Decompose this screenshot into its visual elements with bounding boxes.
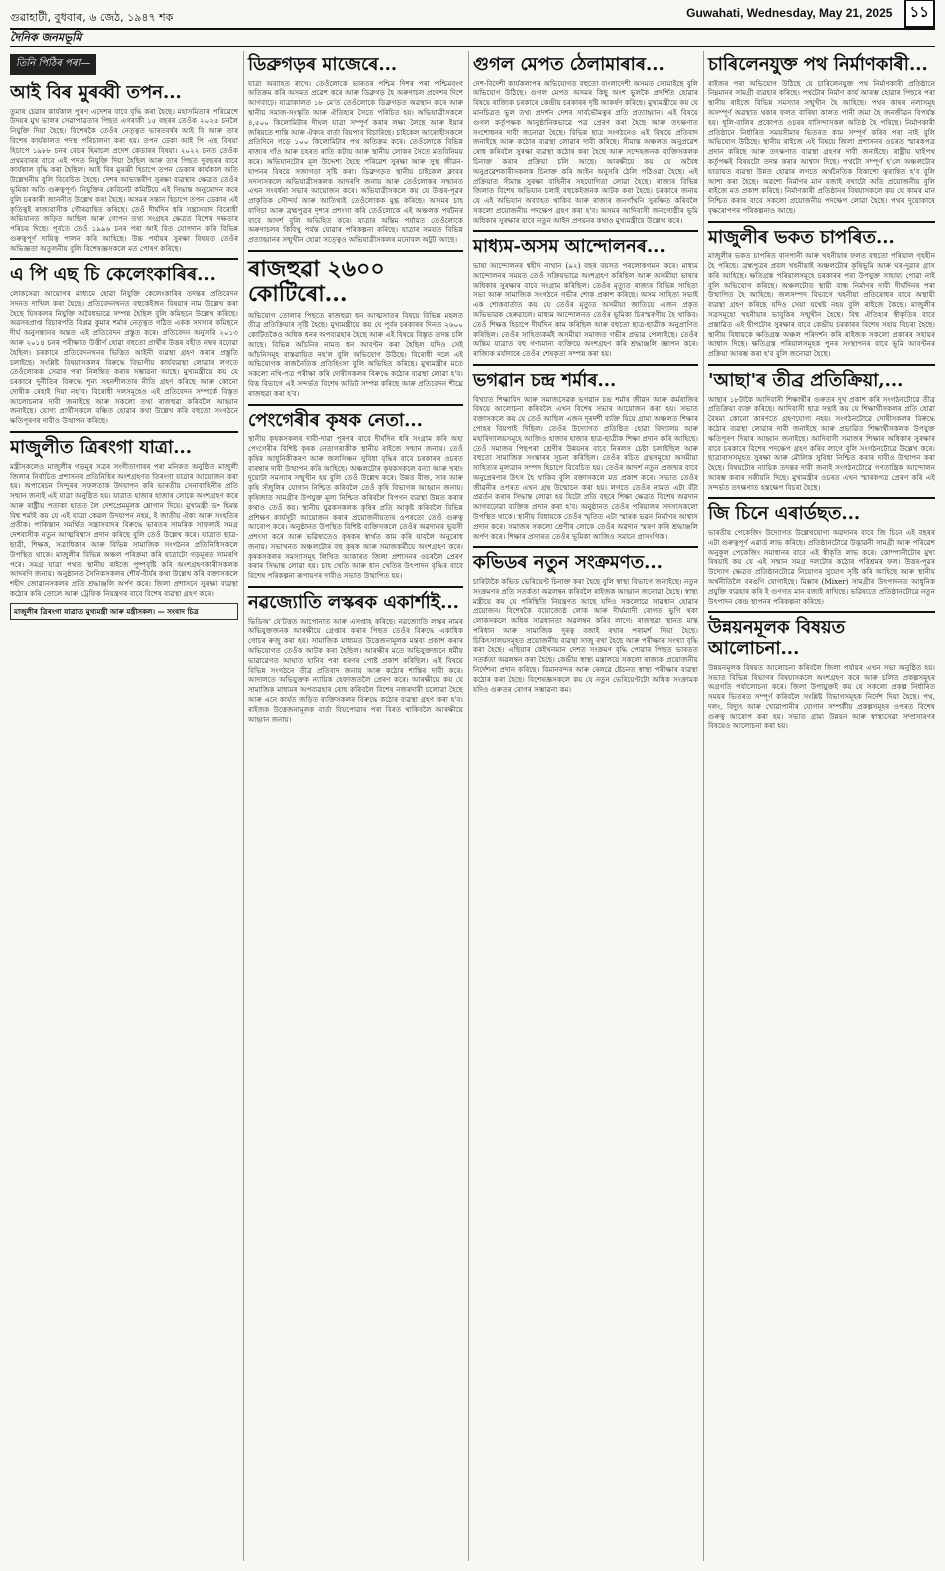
article-ji-chine [708, 504, 935, 606]
article-google-map [473, 55, 698, 225]
article-dibrugarh [248, 55, 463, 245]
date-assamese: গুৱাহাটী, বুধবাৰ, ৬ জেঠ, ১৯৪৭ শক [10, 11, 174, 24]
article-apsc [10, 265, 238, 426]
column-4 [703, 51, 935, 1561]
divider [248, 586, 463, 588]
article-charilen [708, 55, 935, 216]
divider [473, 364, 698, 366]
article-headline: আই বিৰ মুৰব্বী তপন... [10, 82, 182, 103]
article-body: স্থানীয় কৃষকসকলৰ দাবী-দাৱা পূৰণৰ বাবে দীৰ্ঘদিন ধৰি সংগ্ৰাম কৰি অহা পেংগেৰীৰ বিশিষ্ট কৃষক নেতাগৰাকীক স্থানীয় ৰাইজে সন্মান জনায়। তেওঁ কৃষিৰ আধুনিকীকৰণ আৰু জলসিঞ্চন সুবিধা বৃদ্ধিৰ বাবে চৰকাৰৰ ওচৰত বাৰম্বাৰ দাবী উত্থাপন কৰি আহিছে। অঞ্চলটোৰ কৃষকসকলে বন্যা আৰু খৰাং দুয়োটা সমস্যাৰ সন্মুখীন হয় বুলি তেওঁ উল্লেখ কৰে। উন্নত বীজ, সাৰ আৰু কৃষি সঁজুলিৰ যোগান নিশ্চিত কৰিবলৈ তেওঁ কৃষি বিভাগক আহ্বান জনায়। কৃষিজাত সামগ্ৰীৰ উপযুক্ত মূল্য নিশ্চিত কৰিবলৈ বিপণন ব্যৱস্থা উন্নত কৰাৰ কথাও তেওঁ কয়। স্থানীয় যুৱকসকলক কৃষিৰ প্ৰতি আকৃষ্ট কৰিবলৈ বিভিন্ন প্ৰশিক্ষণ কাৰ্যসূচী আয়োজন কৰাৰ প্ৰয়োজনীয়তাৰ ওপৰতো তেওঁ গুৰুত্ব আৰোপ কৰে। অনুষ্ঠানত উপস্থিত বিশিষ্ট ব্যক্তিসকলে তেওঁৰ অৱদানৰ ভূয়সী প্ৰশংসা কৰে আৰু ভৱিষ্যতেও কৃষকৰ স্বাৰ্থত কাম কৰি যাবলৈ অনুৰোধ জনায়। সভাখনত অঞ্চলটোৰ বহু কৃষক আৰু সমাজকৰ্মীয়ে অংশগ্ৰহণ কৰে। কৃষকসকলৰ সমস্যাসমূহ লিখিত আকাৰত জিলা প্ৰশাসনৰ ওচৰলৈ প্ৰেৰণ কৰাৰ সিদ্ধান্ত লোৱা হয়। চাহ খেতি আৰু ধান খেতিৰ উৎপাদন বৃদ্ধিৰ বাবে বিশেষ পৰিকল্পনা ৰূপায়ণৰ দাবীও সভাত উত্থাপিত হয়। [248, 434, 463, 581]
article-headline: ভগৱান চন্দ্ৰ শৰ্মাৰ... [473, 369, 617, 391]
article-body: বিখ্যাত শিক্ষাবিদ আৰু সমাজসেৱক ভগৱান চন্দ্ৰ শৰ্মাৰ জীৱন আৰু কৰ্মৰাজিৰ বিষয়ে আলোচনা কৰিবলৈ এখন বিশেষ সভাৰ আয়োজন কৰা হয়। সভাত বক্তাসকলে কয় যে তেওঁ আছিল এজন দূৰদৰ্শী ব্যক্তি যিয়ে গ্ৰাম্য অঞ্চলত শিক্ষাৰ পোহৰ বিয়পাই দিছিল। তেওঁৰ উদ্যোগত প্ৰতিষ্ঠিত হোৱা বিদ্যালয় আৰু মহাবিদ্যালয়সমূহে আজিও হাজাৰ হাজাৰ ছাত্ৰ-ছাত্ৰীক শিক্ষা প্ৰদান কৰি আহিছে। তেওঁ সমাজৰ পিছপৰা শ্ৰেণীৰ উন্নয়নৰ বাবে নিৰলস চেষ্টা চলাইছিল আৰু বহুতো সামাজিক সংস্কাৰৰ সূচনা কৰিছিল। তেওঁৰ ৰচিত গ্ৰন্থসমূহো অসমীয়া সাহিত্যৰ মূল্যৱান সম্পদ হিচাপে বিবেচিত হয়। তেওঁৰ আদৰ্শ নতুন প্ৰজন্মৰ বাবে অনুপ্ৰেৰণাৰ উৎস হৈ থাকিব বুলি বক্তাসকলে মত প্ৰকাশ কৰে। সভাত তেওঁৰ জীৱনীৰ ওপৰত এখন গ্ৰন্থ উন্মোচন কৰা হয়। লগতে তেওঁৰ নামত এটা বঁটা প্ৰৱৰ্তন কৰাৰ সিদ্ধান্ত লোৱা হয় যিটো প্ৰতি বছৰে শিক্ষা ক্ষেত্ৰত বিশেষ অৱদান আগবঢ়োৱা ব্যক্তিক প্ৰদান কৰা হ'ব। অনুষ্ঠানত তেওঁৰ পৰিয়ালৰ সদস্যসকলো উপস্থিত থাকে। স্থানীয় বিধায়কে তেওঁৰ স্মৃতিত এটা স্মাৰক ভৱন নিৰ্মাণৰ আশ্বাস প্ৰদান কৰে। সমাজৰ সকলো শ্ৰেণীৰ লোকে তেওঁৰ অৱদান স্মৰণ কৰি শ্ৰদ্ধাঞ্জলি অৰ্পণ কৰে। শিক্ষাৰ প্ৰসাৰত তেওঁৰ ভূমিকা আজিও সমানে প্ৰাসংগিক। [473, 394, 698, 541]
article-body: লোকসেৱা আয়োগৰ মাধ্যমে হোৱা নিযুক্তি কেলেংকাৰিৰ তদন্তৰ প্ৰতিবেদন সদনত দাখিল কৰা হৈছে। প্ৰতিবেদনখনত বহুকেইজন বিষয়াৰ নাম উল্লেখ কৰা হৈছে যিসকলৰ নিযুক্তি অবৈধভাৱে সম্পন্ন হৈছিল বুলি কমিছনে উল্লেখ কৰিছে। অৱসৰপ্ৰাপ্ত বিচাৰপতি বিপ্লৱ কুমাৰ শৰ্মাৰ নেতৃত্বত গঠিত একক সদস্যৰ কমিছনে দীৰ্ঘ অনুসন্ধানৰ অন্তত এই প্ৰতিবেদন প্ৰস্তুত কৰে। প্ৰতিবেদন অনুসৰি ২০১৩ আৰু ২০১৪ চনৰ পৰীক্ষাত উত্তীৰ্ণ হোৱা বহুতো প্ৰাৰ্থীৰ উত্তৰ বহীত নম্বৰ বঢ়োৱা হৈছিল। চৰকাৰে প্ৰতিবেদনখনৰ ভিত্তিত আইনী ব্যৱস্থা গ্ৰহণ কৰাৰ প্ৰস্তুতি চলাইছে। সংশ্লিষ্ট বিষয়াসকলৰ বিৰুদ্ধে বিভাগীয় কাৰ্যব্যৱস্থা লোৱাৰ লগতে তেওঁলোকক সেৱাৰ পৰা নিলম্বিত কৰাৰ সম্ভাৱনা আছে। মুখ্যমন্ত্ৰীয়ে কয় যে চৰকাৰে দুৰ্নীতিৰ বিৰুদ্ধে শূন্য সহনশীলতাৰ নীতি গ্ৰহণ কৰিছে আৰু কোনো দোষীক ৰেহাই দিয়া নহ'ব। বিৰোধী দলসমূহেও এই প্ৰতিবেদন সম্পৰ্কে বিস্তৃত আলোচনাৰ দাবী জনাইছে আৰু সকলো তথ্য ৰাজহুৱা কৰিবলৈ আহ্বান জনাইছে। যোগ্য প্ৰাৰ্থীসকলে বঞ্চিত হোৱাৰ কথা উল্লেখ কৰি বহুতো সংগঠনে ক্ষতিপূৰণৰ দাবীও উত্থাপন কৰিছে। [10, 289, 238, 426]
article-body: তুমাৰ চেৱাৰ কাৰ্যকাল পুৰণ এদেশৰ বাবে বৃদ্ধি কৰা হৈছে। মহাসমিতাৰ পৰিৱেশে উদয়ৰ মুখ ভালৰ সেৱাপাৱতাৰ পিছত এগৰাকী ১৫ বছৰৰ তেওঁক ২০২৫ চনলৈ নিযুক্তি দিয়া হৈছে। বিশেষকৈ তেওঁৰ নেতৃত্বত ভাৰতবৰ্ষৰ আই বি আৰু তাৰ বিশেষ কাৰ্যকালত পদস্থ পৰিচালনা কৰা হয়। তপন ডেকা আই পি এছ বিষয়া হিচাপে ১৯৮৮ চনৰ বেচৰ হিমাচল প্ৰদেশ কেডাৰৰ বিষয়া। ২০২২ চনত তেওঁক প্ৰথমবাৰৰ বাবে এই পদত নিযুক্তি দিয়া হৈছিল আৰু তাৰ পিছত দুবছৰৰ বাবে কাৰ্যকাল বৃদ্ধি কৰা হৈছিল। আই বিৰ মুৰব্বী হিচাপে তপন ডেকাৰ কাৰ্যকাল অতি উল্লেখনীয় বুলি বিবেচিত হৈছে। দেশৰ আভ্যন্তৰীণ সুৰক্ষা ব্যৱস্থাৰ ক্ষেত্ৰত তেওঁৰ ভূমিকা অতি গুৰুত্বপূৰ্ণ। নিযুক্তিৰ কেবিনেট কমিটিয়ে এই সিদ্ধান্ত অনুমোদন কৰে বুলি চৰকাৰী জাননীত উল্লেখ কৰা হৈছে। অসমৰ সন্তান হিচাপে তপন ডেকাৰ এই কৃতিত্বই ৰাজ্যবাসীক গৌৰৱান্বিত কৰিছে। তেওঁ দীৰ্ঘদিন ধৰি সন্ত্ৰাসবাদ বিৰোধী অভিযানত জড়িত আছিল আৰু গোপন তথ্য সংগ্ৰহৰ ক্ষেত্ৰত বিশেষ দক্ষতাৰ পৰিচয় দিছে। পূৰ্বতে তেওঁ ১৯৯৬ চনৰ পৰা আই বিত যোগদান কৰি বিভিন্ন গুৰুত্বপূৰ্ণ দায়িত্ব পালন কৰি আহিছে। উচ্চ পৰ্যায়ৰ সুৰক্ষা বিষয়ত তেওঁৰ অভিজ্ঞতা অতুলনীয় বুলি বিশেষজ্ঞসকলে মত পোষণ কৰিছে। [10, 106, 238, 253]
article-body: মাজুলীৰ ভকত চাপৰিত বানপানী আৰু খহনীয়াৰ ফলত বহুতো পৰিয়াল গৃহহীন হৈ পৰিছে। ব্ৰহ্মপুত্ৰৰ প্ৰবল খহনীয়াই অঞ্চলটোৰ কৃষিভূমি আৰু ঘৰ-দুৱাৰ গ্ৰাস কৰি আহিছে। ক্ষতিগ্ৰস্ত পৰিয়ালসমূহে চৰকাৰৰ পৰা উপযুক্ত সাহায্য পোৱা নাই বুলি অভিযোগ কৰিছে। অঞ্চলটোত স্থায়ী বান্ধ নিৰ্মাণৰ দাবী দীৰ্ঘদিনৰ পৰা উত্থাপিত হৈ আহিছে। জলসম্পদ বিভাগে খহনীয়া প্ৰতিৰোধৰ বাবে অস্থায়ী ব্যৱস্থা গ্ৰহণ কৰিছে যদিও সেয়া যথেষ্ট নহয় বুলি ৰাইজে কৈছে। মাজুলীৰ সত্ৰসমূহো খহনীয়াৰ ভাবুকিৰ সন্মুখীন হৈছে। বিশ্ব ঐতিহ্যৰ স্বীকৃতিৰ বাবে প্ৰস্তাৱিত এই দ্বীপটোৰ সুৰক্ষাৰ বাবে কেন্দ্ৰীয় চৰকাৰৰ বিশেষ সহায় বিচৰা হৈছে। স্থানীয় বিধায়কে ক্ষতিগ্ৰস্ত অঞ্চল পৰিদৰ্শন কৰি ৰাইজক সকলো প্ৰকাৰৰ সহায়ৰ আশ্বাস দিছে। ক্ষতিগ্ৰস্ত পৰিয়ালসমূহক পুনৰ সংস্থাপনৰ বাবে ভূমি আবণ্টনৰ প্ৰক্ৰিয়া আৰম্ভ কৰা হ'ব বুলি জনোৱা হৈছে। [708, 251, 935, 359]
article-headline: এ পি এছ চি কেলেংকাৰিৰ... [10, 264, 216, 286]
article-headline: চাৰিলেনযুক্ত পথ নিৰ্মাণকাৰী... [708, 54, 928, 75]
article-body: ৰাইজৰ পৰা অভিযোগ উঠিছে যে চাৰিলেনযুক্ত পথ নিৰ্মাণকাৰী প্ৰতিষ্ঠানে নিম্নমানৰ সামগ্ৰী ব্যৱহাৰ কৰিছে। পথটোৰ নিৰ্মাণ কাৰ্য আৰম্ভ হোৱাৰ পিছৰে পৰা স্থানীয় ৰাইজে বিভিন্ন সমস্যাৰ সন্মুখীন হৈ আহিছে। পথৰ কাষৰ নলাসমূহ অসম্পূৰ্ণ অৱস্থাত থকাৰ ফলত বাৰিষা কালত পানী জমা হৈ জনজীৱন বিপৰ্যস্ত হয়। ধূলি-বালিৰ প্ৰকোপত ওচৰৰ বাসিন্দাসকল অতিষ্ঠ হৈ পৰিছে। নিৰ্মাণকাৰী প্ৰতিষ্ঠানে নিৰ্ধাৰিত সময়সীমাৰ ভিতৰত কাম সম্পূৰ্ণ কৰিব পৰা নাই বুলি অভিযোগ উঠিছে। স্থানীয় ৰাইজে এই বিষয়ে জিলা প্ৰশাসনৰ ওচৰত স্মাৰকপত্ৰ প্ৰদান কৰিছে আৰু তৎক্ষণাত ব্যৱস্থা গ্ৰহণৰ দাবী জনাইছে। ৰাষ্ট্ৰীয় ঘাইপথ কৰ্তৃপক্ষই বিষয়টো তদন্ত কৰাৰ আশ্বাস দিছে। পথটো সম্পূৰ্ণ হ'লে অঞ্চলটোৰ যাতায়ত ব্যৱস্থা উন্নত হোৱাৰ লগতে অৰ্থনৈতিক বিকাশো ত্বৰান্বিত হ'ব বুলি আশা কৰা হৈছে। অৱশ্যে নিৰ্মাণৰ মান বজাই ৰখাটো অতি প্ৰয়োজনীয় বুলি ৰাইজে মত প্ৰকাশ কৰিছে। নিৰ্মাণকাৰী প্ৰতিষ্ঠানৰ বিষয়াসকলে কয় যে কামৰ মান নিশ্চিত কৰাৰ বাবে সকলো প্ৰয়োজনীয় পদক্ষেপ লোৱা হৈছে। পথৰ দুয়োকাষে বৃক্ষৰোপণৰ পৰিকল্পনাও আছে। [708, 78, 935, 215]
continuation-label: তিনি পিঠিৰ পৰা— [10, 54, 96, 75]
divider [708, 221, 935, 223]
article-body: আছাৰ ১৮টাকৈ আদিবাসী শিক্ষাৰ্থীৰ গুৰুতৰ দুখ প্ৰকাশ কৰি সংগঠনটোৱে তীব্ৰ প্ৰতিক্ৰিয়া ব্যক্ত কৰিছে। আদিবাসী ছাত্ৰ সন্থাই কয় যে শিক্ষাৰ্থীসকলৰ প্ৰতি হোৱা বৈষম্য কোনো কাৰণতে গ্ৰহণযোগ্য নহয়। সংগঠনটোৱে দোষীসকলৰ বিৰুদ্ধে কঠোৰ ব্যৱস্থা লোৱাৰ দাবী জনাইছে আৰু প্ৰভাৱিত শিক্ষাৰ্থীসকলক উপযুক্ত ক্ষতিপূৰণ দিয়াৰ আহ্বান জনাইছে। আদিবাসী সমাজৰ শিক্ষাৰ অধিকাৰ সুৰক্ষাৰ বাবে চৰকাৰে বিশেষ পদক্ষেপ গ্ৰহণ কৰিব লাগে বুলি সংগঠনটোৱে উল্লেখ কৰে। ছাত্ৰাবাসসমূহত সুৰক্ষা আৰু মৌলিক সুবিধা নিশ্চিত কৰাৰ দাবীও উত্থাপন কৰা হৈছে। বিষয়টোৰ ন্যায়িক তদন্তৰ দাবী জনাই সংগঠনটোৱে গণতান্ত্ৰিক আন্দোলন আৰম্ভ কৰাৰ সকীয়নি দিছে। মুখ্যমন্ত্ৰীৰ ওচৰত এখন স্মাৰকপত্ৰ প্ৰেৰণ কৰি এই সন্দৰ্ভত তৎক্ষণাত হস্তক্ষেপ বিচৰা হৈছে। [708, 394, 935, 492]
page-number: ১১ [904, 0, 935, 28]
article-headline: নৱজ্যোতি লস্কৰক একাৰ্শাই... [248, 592, 459, 613]
article-pengeri [248, 411, 463, 581]
article-unnayan [708, 618, 935, 731]
divider [708, 497, 935, 499]
article-body: মন্ত্ৰীসকলেও মাজুলীৰ গড়মূৰ সত্ৰৰ সংগীতাগাৰৰ পৰা মনিকত অনুষ্ঠিত মাজুলী জিলাৰ নিৰ্বাচিত প্ৰশাসনৰ প্ৰতিনিধিৰ অংশগ্ৰহণত তিৰংগা যাত্ৰাৰ আয়োজন কৰা হয়। অপাৰেচন সিন্দুৰৰ সফলতাক উদযাপন কৰি ভাৰতীয় সেনাবাহিনীৰ প্ৰতি সন্মান জনাই এই যাত্ৰা অনুষ্ঠিত হয়। যাত্ৰাত হাজাৰ হাজাৰ লোকে অংশগ্ৰহণ কৰে আৰু ৰাষ্ট্ৰীয় পতাকা হাতত লৈ দেশপ্ৰেমমূলক শ্লোগান দিয়ে। মুখ্যমন্ত্ৰী ড॰ হিমন্ত বিশ্ব শৰ্মাই কয় যে এই যাত্ৰা কেৱল উদযাপন নহয়, ই জাতীয় ঐক্য আৰু সংহতিৰ প্ৰতীক। পাকিস্তান সমৰ্থিত সন্ত্ৰাসবাদৰ বিৰুদ্ধে ভাৰতৰ সামৰিক সাফল্যই সমগ্ৰ দেশবাসীক নতুন আত্মবিশ্বাস প্ৰদান কৰিছে বুলি তেওঁ উল্লেখ কৰে। যাত্ৰাত ছাত্ৰ-ছাত্ৰী, শিক্ষক, সত্ৰাধিকাৰ আৰু বিভিন্ন সামাজিক সংগঠনৰ প্ৰতিনিধিসকলে উপস্থিত থাকে। মাজুলীৰ বিভিন্ন অঞ্চল পৰিক্ৰমা কৰি যাত্ৰাটো গড়মূৰত সামৰণি পৰে। সমগ্ৰ যাত্ৰা পথত স্থানীয় ৰাইজে পুষ্পবৃষ্টি কৰি অংশগ্ৰহণকাৰীসকলক আদৰণি জনায়। অনুষ্ঠানত সৈনিকসকলৰ শৌৰ্য-বীৰ্যৰ কথা উল্লেখ কৰি বক্তাসকলে শহীদ জোৱানসকলৰ প্ৰতি শ্ৰদ্ধাঞ্জলি অৰ্পণ কৰে। জিলা প্ৰশাসনে সুৰক্ষা ব্যৱস্থা কঠোৰ কৰি তোলে আৰু ট্ৰেফিক নিয়ন্ত্ৰণৰ বাবে বিশেষ ব্যৱস্থা গ্ৰহণ কৰে। [10, 461, 238, 598]
boxed-caption: মাজুলীৰ ত্ৰিৰংগা যাত্ৰাত মুখ্যমন্ত্ৰী আৰু মন্ত্ৰীসকল। — সংবাদ চিত্ৰ [10, 603, 238, 620]
masthead-strip [10, 30, 935, 47]
article-headline: ৰাজহুৱা ২৬০০ কোটিৰো... [248, 255, 385, 308]
divider [473, 230, 698, 232]
article-headline: কভিডৰ নতুন সংক্ৰমণত... [473, 552, 663, 574]
article-body: দেশ-বিদেশী কাৰ্যকলাপৰ অভিযোগত বহুতো বাংলাদেশী অসমত সোমাইছে বুলি অভিযোগ উঠিছে। গুগল মেপত অসমৰ কিছু অংশ ভুলকৈ প্ৰদৰ্শিত হোৱাৰ বিষয়ে ৰাজ্যিক চৰকাৰে কেন্দ্ৰীয় চৰকাৰৰ দৃষ্টি আকৰ্ষণ কৰিছে। মুখ্যমন্ত্ৰীয়ে কয় যে মানচিত্ৰত ভুল তথ্য প্ৰদৰ্শন দেশৰ সাৰ্বভৌমত্বৰ প্ৰতি প্ৰত্যাহ্বান। এই বিষয়ে গুগল কৰ্তৃপক্ষক আনুষ্ঠানিকভাৱে পত্ৰ প্ৰেৰণ কৰা হৈছে আৰু তৎক্ষণাত সংশোধনৰ দাবী জনোৱা হৈছে। বিভিন্ন ছাত্ৰ সংগঠনেও এই বিষয়ে প্ৰতিবাদ জনাইছে আৰু কঠোৰ ব্যৱস্থা লোৱাৰ দাবী কৰিছে। সীমান্ত অঞ্চলত অনুপ্ৰৱেশ ৰোধ কৰিবলৈ সুৰক্ষা ব্যৱস্থা কঠোৰ কৰা হৈছে আৰু সন্দেহজনক ব্যক্তিসকলক চিনাক্ত কৰাৰ প্ৰক্ৰিয়া চলি আছে। আৰক্ষীয়ে কয় যে অবৈধ অনুপ্ৰৱেশকাৰীসকলক চিনাক্ত কৰি আইন অনুসৰি ঠেলি পঠিওৱা হৈছে। এই প্ৰক্ৰিয়াত সীমান্ত সুৰক্ষা বাহিনীৰ সহযোগিতা লোৱা হৈছে। ৰাজ্যৰ বিভিন্ন জিলাত বিশেষ অভিযান চলাই বহুকেইজনক আটক কৰা হৈছে। চৰকাৰে জনায় যে এই অভিযান অব্যাহত থাকিব আৰু ৰাজ্যৰ জনগাঁথনি সুৰক্ষিত কৰিবলৈ সকলো প্ৰয়োজনীয় পদক্ষেপ গ্ৰহণ কৰা হ'ব। অসমৰ আদিবাসী জনগোষ্ঠীৰ ভূমি অধিকাৰ সুৰক্ষাৰ বাবে নতুন আইন প্ৰণয়নৰ কথাও মুখ্যমন্ত্ৰীয়ে উল্লেখ কৰে। [473, 78, 698, 225]
article-headline: জি চিনে এৰাৰ্ডছত... [708, 503, 861, 525]
date-english: Guwahati, Wednesday, May 21, 2025 [686, 6, 893, 20]
column-1 [10, 51, 238, 1561]
article-body: যাত্ৰা অব্যাহত ৰাখে। তেওঁলোকে ভাৰতৰ পশ্চিম দিশৰ পৰা পশ্চিমবংগ অতিক্ৰম কৰি অসমত প্ৰৱেশ কৰে আৰু ডিব্ৰুগড় হৈ অৰুণাচল প্ৰদেশৰ দিশে আগবাঢ়ে। যাত্ৰাকালত ১৮ মে'ত তেওঁলোকে ডিব্ৰুগড়ত অৱস্থান কৰে আৰু স্থানীয় সমাজ-সংস্কৃতি আৰু ঐতিহ্যৰ সৈতে পৰিচিত হয়। অভিযাত্ৰীসকলে ৪,৫০০ কিলোমিটাৰ দীঘল যাত্ৰা সম্পূৰ্ণ কৰাৰ লক্ষ্য লৈছে আৰু ইয়াৰ জৰিয়তে শান্তি আৰু ঐক্যৰ বাৰ্তা বিয়পাব বিচাৰিছে। চাইকেল আৰোহীসকলে প্ৰতিদিনে গড়ে ১০০ কিলোমিটাৰ পথ অতিক্ৰম কৰে। তেওঁলোকে বিভিন্ন ৰাজ্যৰ গাঁও আৰু চহৰত ৰাতি কটায় আৰু স্থানীয় লোকৰ সৈতে মতবিনিময় কৰে। অভিযানটোৰ মূল উদ্দেশ্য হৈছে পৰিৱেশ সুৰক্ষা আৰু সুস্থ জীৱন-যাপনৰ বিষয়ে সজাগতা সৃষ্টি কৰা। ডিব্ৰুগড়ত স্থানীয় চাইকেল ক্লাবৰ সদস্যসকলে অভিযাত্ৰীসকলক আদৰণি জনায় আৰু তেওঁলোকৰ সন্মানত এখন সংবৰ্ধনা সভাৰ আয়োজন কৰে। অভিযাত্ৰীসকলে কয় যে উত্তৰ-পূৱৰ প্ৰাকৃতিক সৌন্দৰ্য আৰু আতিথ্যই তেওঁলোকক মুগ্ধ কৰিছে। অসমৰ চাহ বাগিচা আৰু ব্ৰহ্মপুত্ৰৰ দৃশ্যৰ প্ৰশংসা কৰি তেওঁলোকে এই অঞ্চলক পৰ্যটনৰ বাবে আদৰ্শ বুলি অভিহিত কৰে। যাত্ৰাৰ অন্তিম পৰ্যায়ত তেওঁলোকে অৰুণাচলৰ কিবিথু পৰ্যন্ত যোৱাৰ পৰিকল্পনা কৰিছে। যাত্ৰাৰ সময়ত বিভিন্ন প্ৰত্যাহ্বানৰ সন্মুখীন হোৱা সত্ত্বেও অভিযাত্ৰীসকলৰ মনোবল অটুট আছে। [248, 78, 463, 245]
newspaper-name: দৈনিক জনমভূমি [10, 30, 82, 44]
divider [10, 258, 238, 260]
column-grid [10, 51, 935, 1561]
page-header [10, 3, 935, 30]
article-covid [473, 553, 698, 694]
article-headline: মাজুলীত ত্ৰিৰংগা যাত্ৰা... [10, 437, 193, 459]
article-asha [708, 371, 935, 493]
article-rajahua [248, 257, 463, 399]
article-naba-jyoti [248, 593, 463, 724]
article-headline: 'আছা'ৰ তীব্ৰ প্ৰতিক্ৰিয়া,... [708, 369, 904, 391]
column-2 [243, 51, 463, 1561]
divider [248, 404, 463, 406]
article-madhyam [473, 237, 698, 359]
article-headline: ডিব্ৰুগড়ৰ মাজেৰে... [248, 54, 398, 75]
article-headline: মাধ্যম-অসম আন্দোলনৰ... [473, 236, 666, 258]
divider [473, 546, 698, 548]
article-headline: মাজুলীৰ ভকত চাপৰিত... [708, 226, 895, 248]
article-bhagawan [473, 371, 698, 541]
article-body: ভাষা আন্দোলনৰ শ্বহীদ নাথান (৯২) বছৰ বয়সত পৰলোকগমন কৰে। মাধ্যম আন্দোলনৰ সময়ত তেওঁ সক্ৰিয়ভাৱে অংশগ্ৰহণ কৰিছিল আৰু অসমীয়া ভাষাৰ অধিকাৰ সুৰক্ষাৰ বাবে সংগ্ৰাম কৰিছিল। তেওঁৰ মৃত্যুত ৰাজ্যৰ বিভিন্ন সাহিত্য সভা আৰু সামাজিক সংগঠনে গভীৰ শোক প্ৰকাশ কৰিছে। অসম সাহিত্য সভাই এক শোকবাৰ্তাত কয় যে তেওঁৰ মৃত্যুত অসমীয়া জাতিয়ে এজন প্ৰকৃত অভিভাৱক হেৰুৱালে। মাধ্যম আন্দোলনত তেওঁৰ ভূমিকা চিৰস্মৰণীয় হৈ থাকিব। তেওঁ শিক্ষক হিচাপে দীৰ্ঘদিন কাম কৰিছিল আৰু বহুতো ছাত্ৰ-ছাত্ৰীক অনুপ্ৰাণিত কৰিছিল। তেওঁৰ সাহিত্যকৰ্মই অসমীয়া সমাজত গভীৰ প্ৰভাৱ পেলাইছে। তেওঁৰ অন্তিম যাত্ৰাত বহু গণ্যমান্য ব্যক্তিয়ে অংশগ্ৰহণ কৰি শ্ৰদ্ধাঞ্জলি জ্ঞাপন কৰে। ৰাজ্যিক মৰ্যাদাৰে তেওঁৰ শেষকৃত্য সম্পন্ন কৰা হয়। [473, 261, 698, 359]
article-headline: উন্নয়নমূলক বিষয়ত আলোচনা... [708, 617, 846, 660]
divider [708, 611, 935, 613]
article-majuli-chapori [708, 228, 935, 359]
article-body: উন্নয়নমূলক বিষয়ত আলোচনা কৰিবলৈ জিলা পৰ্যায়ৰ এখন সভা অনুষ্ঠিত হয়। সভাত বিভিন্ন বিভাগৰ বিষয়াসকলে অংশগ্ৰহণ কৰে আৰু চলিত প্ৰকল্পসমূহৰ অগ্ৰগতি পৰ্যালোচনা কৰে। জিলা উপায়ুক্তই কয় যে সকলো প্ৰকল্প নিৰ্ধাৰিত সময়ৰ ভিতৰত সম্পূৰ্ণ কৰিবলৈ সংশ্লিষ্ট বিভাগসমূহক নিৰ্দেশ দিয়া হৈছে। পথ, দলং, বিদ্যুৎ আৰু খোৱাপানীৰ যোগান সম্পৰ্কীয় প্ৰকল্পসমূহৰ ওপৰত বিশেষ গুৰুত্ব আৰোপ কৰা হয়। সভাত গ্ৰাম্য উন্নয়ন আৰু স্বাস্থ্যসেৱা সম্প্ৰসাৰণৰ বিষয়েও আলোচনা কৰা হয়। [708, 662, 935, 731]
article-body: চাৰিটাকৈ কভিড ভেৰিয়েণ্ট চিনাক্ত কৰা হৈছে বুলি স্বাস্থ্য বিভাগে জনাইছে। নতুন সংক্ৰমণৰ প্ৰতি সতৰ্কতা অৱলম্বন কৰিবলৈ ৰাইজক আহ্বান জনোৱা হৈছে। স্বাস্থ্য মন্ত্ৰীয়ে কয় যে পৰিস্থিতি নিয়ন্ত্ৰণত আছে যদিও সকলোৱে সাৱধান হোৱাৰ প্ৰয়োজন। বিশেষকৈ বয়োজ্যেষ্ঠ লোক আৰু দীৰ্ঘম্যাদী ৰোগত ভুগি থকা লোকসকলে অধিক সাৱধানতা অৱলম্বন কৰিব লাগে। ৰাজহুৱা স্থানত মাস্ক পৰিধান আৰু সামাজিক দূৰত্ব বজাই ৰখাৰ পৰামৰ্শ দিয়া হৈছে। চিকিৎসালয়সমূহত প্ৰয়োজনীয় ব্যৱস্থা সাজু ৰখা হৈছে আৰু পৰীক্ষাৰ সংখ্যা বৃদ্ধি কৰা হৈছে। এছিয়াৰ কেইখনমান দেশত সংক্ৰমণ বৃদ্ধি পোৱাৰ পিছত ভাৰতত সতৰ্কতা অৱলম্বন কৰা হৈছে। কেন্দ্ৰীয় স্বাস্থ্য মন্ত্ৰালয়ে সকলো ৰাজ্যক প্ৰয়োজনীয় নিৰ্দেশনা প্ৰদান কৰিছে। বিমানবন্দৰ আৰু ৰেলৱে ষ্টেচনত স্বাস্থ্য পৰীক্ষাৰ ব্যৱস্থা কঠোৰ কৰা হৈছে। বিশেষজ্ঞসকলে কয় যে নতুন ভেৰিয়েণ্টটো অধিক সংক্ৰামক যদিও গুৰুতৰ ৰোগৰ সম্ভাৱনা কম। [473, 577, 698, 694]
divider [248, 250, 463, 252]
article-body: ভিডিঅ' যে'টত্তত আপোনাত আৰু এসপ্তাহ কৰিছে। নৱজ্যোতি লস্কৰ নামৰ অভিযুক্তজনক আৰক্ষীয়ে গ্ৰেপ্তাৰ কৰাৰ পিছত তেওঁৰ বিৰুদ্ধে একাধিক গোচৰ ৰুজু কৰা হয়। সামাজিক মাধ্যমত উত্তেজনামূলক মন্তব্য প্ৰকাশ কৰাৰ অভিযোগত তেওঁক আটক কৰা হৈছিল। আৰক্ষীৰ মতে অভিযুক্তজনে ধৰ্মীয় ভাৱাৱেগত আঘাত হানিব পৰা ধৰণৰ পোষ্ট প্ৰকাশ কৰিছিল। এই বিষয়ে বিভিন্ন সংগঠনে তীব্ৰ প্ৰতিবাদ জনায় আৰু কঠোৰ শাস্তিৰ দাবী কৰে। আদালতে অভিযুক্তক ন্যায়িক হেফাজতলৈ প্ৰেৰণ কৰে। আৰক্ষীয়ে কয় যে সামাজিক মাধ্যমৰ অপব্যৱহাৰ ৰোধ কৰিবলৈ বিশেষ নজৰদাৰী চলোৱা হৈছে আৰু এনে কাৰ্যত জড়িত ব্যক্তিসকলৰ বিৰুদ্ধে কঠোৰ ব্যৱস্থা গ্ৰহণ কৰা হ'ব। ৰাইজক উত্তেজনামূলক বাৰ্তা বিয়পোৱাৰ পৰা বিৰত থাকিবলৈ আৰক্ষীয়ে আহ্বান জনায়। [248, 616, 463, 724]
article-tapan [10, 83, 238, 253]
article-headline: পেংগেৰীৰ কৃষক নেতা... [248, 409, 423, 431]
divider [708, 364, 935, 366]
article-body: ভাৰতীয় পেকেজিং উদ্যোগত উল্লেখযোগ্য অৱদানৰ বাবে জি চিনে এই বছৰৰ এটা গুৰুত্বপূৰ্ণ এৱাৰ্ড লাভ কৰিছে। প্ৰতিষ্ঠানটোৱে উদ্ভাৱনী সামগ্ৰী আৰু পৰিৱেশ অনুকূল পেকেজিং সমাধানৰ বাবে এই স্বীকৃতি লাভ কৰে। কোম্পানীটোৰ মুখ্য বিষয়াই কয় যে এই সন্মান সমগ্ৰ দলটোৰ কঠোৰ পৰিশ্ৰমৰ ফল। উত্তৰ-পূৱৰ উদ্যোগ ক্ষেত্ৰত প্ৰতিষ্ঠানটোৱে নিয়োগৰ সুযোগ সৃষ্টি কৰি আহিছে আৰু স্থানীয় অৰ্থনীতিলৈ বৰঙণি যোগাইছে। মিক্সাৰ (Mixer) সামগ্ৰীৰ উৎপাদনত আধুনিক প্ৰযুক্তি ব্যৱহাৰ কৰি ই গুণগত মান বজাই ৰাখিছে। ভৱিষ্যতে প্ৰতিষ্ঠানটোৱে নতুন উৎপাদন কেন্দ্ৰ স্থাপনৰ পৰিকল্পনা কৰিছে। [708, 528, 935, 606]
article-body: অভিযোগ তোলাৰ পিছতে ৰাজহুৱা ধন আত্মসাতৰ বিষয়ে বিভিন্ন মহলত তীব্ৰ প্ৰতিক্ৰিয়াৰ সৃষ্টি হৈছে। মুখ্যমন্ত্ৰীয়ে কয় যে পূৰ্বৰ চৰকাৰৰ দিনত ২৬০০ কোটিতকৈও অধিক ধনৰ অপব্যৱহাৰ হৈছে আৰু এই বিষয়ে বিস্তৃত তদন্ত চলি আছে। বিভিন্ন আঁচনিৰ নামত ধন আবণ্টন কৰা হৈছিল যদিও সেই আঁচনিসমূহ বাস্তৱায়িত নহ'ল বুলি অভিযোগ উঠিছে। বিৰোধী দলে এই অভিযোগক ৰাজনৈতিক প্ৰতিহিংসা বুলি অভিহিত কৰিছে। মুখ্যমন্ত্ৰীৰ মতে সকলো নথি-পত্ৰ পৰীক্ষা কৰি দোষীসকলৰ বিৰুদ্ধে কঠোৰ ব্যৱস্থা লোৱা হ'ব। বিত্ত বিভাগে এই সন্দৰ্ভত বিশেষ অডিট সম্পন্ন কৰিছে আৰু প্ৰতিবেদন শীঘ্ৰে ৰাজহুৱা কৰা হ'ব। [248, 310, 463, 398]
article-majuli-tiranga [10, 438, 238, 620]
article-headline: গুগল মেপত ঠেলামাৰাৰ... [473, 54, 665, 75]
divider [10, 431, 238, 433]
column-3 [468, 51, 698, 1561]
